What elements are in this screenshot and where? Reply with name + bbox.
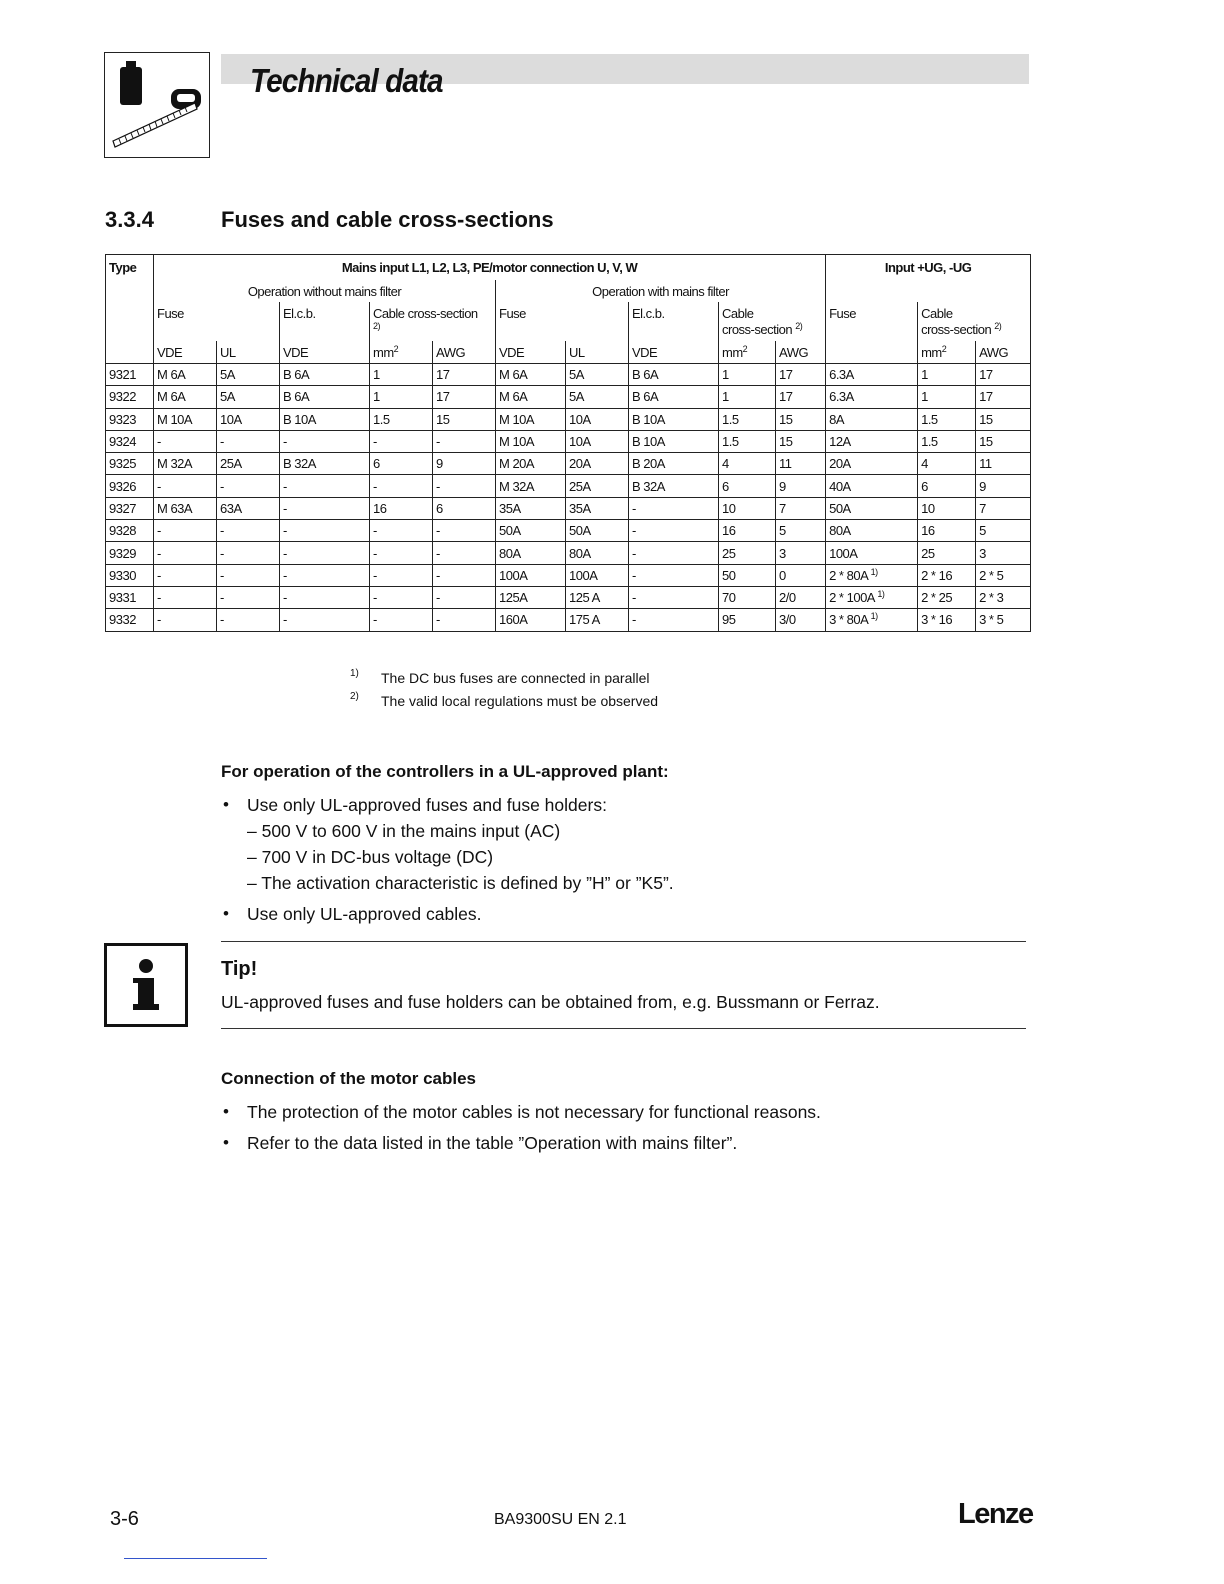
table-cell-m3: 2 * 16	[918, 564, 976, 586]
table-cell-v1: -	[154, 586, 217, 608]
table-cell-u1: -	[217, 609, 280, 631]
table-cell-u1: -	[217, 430, 280, 452]
mains-header: Mains input L1, L2, L3, PE/motor connection U, V, W	[154, 255, 826, 281]
table-cell-type: 9325	[106, 453, 154, 475]
table-cell-m2: 25	[719, 542, 776, 564]
table-cell-e1: B 32A	[280, 453, 370, 475]
mm2-label: $mm^2$	[719, 341, 776, 364]
table-cell-a3: 2 * 3	[976, 586, 1031, 608]
table-cell-a1: 15	[433, 408, 496, 430]
page-title: Technical data	[250, 62, 443, 99]
table-cell-m3: 6	[918, 475, 976, 497]
table-cell-m2: 1	[719, 386, 776, 408]
ul-bullet-2: Use only UL-approved cables.	[247, 904, 482, 924]
table-cell-a2: 3	[776, 542, 826, 564]
table-cell-m3: 3 * 16	[918, 609, 976, 631]
table-cell-v2: 160A	[496, 609, 566, 631]
table-cell-a3: 7	[976, 497, 1031, 519]
vde-label: VDE	[629, 341, 719, 364]
weight-and-tape-icon	[105, 53, 209, 157]
table-row	[106, 586, 1031, 608]
table-cell-a2: 11	[776, 453, 826, 475]
table-cell-m3: 1	[918, 364, 976, 386]
table-cell-v1: -	[154, 475, 217, 497]
table-cell-type: 9332	[106, 609, 154, 631]
table-cell-v2: M 10A	[496, 408, 566, 430]
table-cell-a1: -	[433, 609, 496, 631]
table-cell-m2: 95	[719, 609, 776, 631]
table-cell-f3: 2 * 80A $^{1)}$	[826, 564, 918, 586]
table-cell-f3: 20A	[826, 453, 918, 475]
table-cell-v1: -	[154, 430, 217, 452]
table-cell-u1: -	[217, 520, 280, 542]
table-cell-m1: 1.5	[370, 408, 433, 430]
table-cell-type: 9329	[106, 542, 154, 564]
cable-cs-label: Cable cross-section $^{2)}$	[719, 302, 826, 341]
table-cell-a2: 7	[776, 497, 826, 519]
table-cell-e1: -	[280, 586, 370, 608]
fuse-table	[105, 254, 1031, 632]
motor-bullet-1: The protection of the motor cables is not necessary for functional reasons.	[247, 1102, 821, 1122]
table-cell-a3: 11	[976, 453, 1031, 475]
ul-sub-3: – The activation characteristic is defined by ”H” or ”K5”.	[247, 873, 674, 893]
table-cell-e2: B 32A	[629, 475, 719, 497]
table-row	[106, 542, 1031, 564]
cable-cs-label: Cable cross-section $^{2)}$	[918, 302, 1031, 341]
fuse-table-body	[106, 364, 1031, 632]
table-cell-u1: 5A	[217, 364, 280, 386]
table-cell-e1: -	[280, 520, 370, 542]
table-cell-u2: 20A	[566, 453, 629, 475]
table-row	[106, 564, 1031, 586]
table-cell-m2: 70	[719, 586, 776, 608]
table-cell-m2: 16	[719, 520, 776, 542]
table-cell-v2: M 10A	[496, 430, 566, 452]
page-number: 3-6	[110, 1508, 139, 1530]
table-row	[106, 520, 1031, 542]
table-cell-v2: 100A	[496, 564, 566, 586]
mm2-label: $mm^2$	[918, 341, 976, 364]
table-cell-type: 9331	[106, 586, 154, 608]
table-cell-a3: 17	[976, 364, 1031, 386]
tip-title: Tip!	[221, 958, 258, 980]
table-cell-type: 9327	[106, 497, 154, 519]
table-cell-type: 9328	[106, 520, 154, 542]
divider	[221, 1028, 1026, 1029]
table-cell-a2: 5	[776, 520, 826, 542]
table-cell-m1: 6	[370, 453, 433, 475]
table-cell-m1: 16	[370, 497, 433, 519]
table-cell-u1: 5A	[217, 386, 280, 408]
table-cell-u2: 80A	[566, 542, 629, 564]
bullet-icon: •	[223, 795, 229, 814]
table-cell-type: 9324	[106, 430, 154, 452]
table-row	[106, 453, 1031, 475]
table-cell-v2: M 32A	[496, 475, 566, 497]
motor-heading: Connection of the motor cables	[221, 1069, 477, 1088]
table-cell-a1: 9	[433, 453, 496, 475]
table-cell-m3: 1.5	[918, 430, 976, 452]
table-cell-a1: 17	[433, 364, 496, 386]
table-cell-u2: 10A	[566, 430, 629, 452]
table-cell-v1: -	[154, 564, 217, 586]
table-cell-f3: 12A	[826, 430, 918, 452]
table-cell-m1: -	[370, 542, 433, 564]
table-cell-v2: 50A	[496, 520, 566, 542]
table-cell-e1: -	[280, 475, 370, 497]
table-cell-u1: 25A	[217, 453, 280, 475]
table-cell-e2: B 6A	[629, 386, 719, 408]
table-cell-u2: 5A	[566, 386, 629, 408]
divider	[221, 941, 1026, 942]
table-cell-m1: -	[370, 430, 433, 452]
table-cell-m1: -	[370, 520, 433, 542]
table-cell-u1: -	[217, 475, 280, 497]
table-cell-f3: 100A	[826, 542, 918, 564]
table-cell-v1: M 32A	[154, 453, 217, 475]
table-cell-e2: -	[629, 586, 719, 608]
table-cell-e1: -	[280, 564, 370, 586]
table-row	[106, 497, 1031, 519]
section-title: Fuses and cable cross-sections	[221, 207, 554, 232]
ul-label: UL	[217, 341, 280, 364]
table-cell-v2: M 6A	[496, 386, 566, 408]
ul-label: UL	[566, 341, 629, 364]
table-cell-v2: M 20A	[496, 453, 566, 475]
table-cell-f3: 6.3A	[826, 386, 918, 408]
table-units-row	[106, 341, 1031, 364]
table-cell-a2: 9	[776, 475, 826, 497]
table-header-row	[106, 255, 1031, 281]
vde-label: VDE	[154, 341, 217, 364]
table-cell-a2: 17	[776, 386, 826, 408]
without-filter-header: Operation without mains filter	[154, 280, 496, 302]
table-cell-e1: -	[280, 609, 370, 631]
table-cell-m2: 10	[719, 497, 776, 519]
table-cell-v2: 80A	[496, 542, 566, 564]
table-cell-v1: -	[154, 520, 217, 542]
section-number: 3.3.4	[105, 207, 154, 232]
awg-label: AWG	[433, 341, 496, 364]
info-icon	[104, 943, 188, 1027]
table-cell-v2: 125A	[496, 586, 566, 608]
table-cell-e1: -	[280, 542, 370, 564]
table-cell-m1: 1	[370, 386, 433, 408]
table-cell-a1: 17	[433, 386, 496, 408]
table-cell-a1: -	[433, 586, 496, 608]
table-cell-e2: B 6A	[629, 364, 719, 386]
table-cell-m3: 2 * 25	[918, 586, 976, 608]
fuse-label: Fuse	[826, 302, 918, 341]
table-group-row	[106, 302, 1031, 341]
table-cell-u1: -	[217, 586, 280, 608]
awg-label: AWG	[776, 341, 826, 364]
table-cell-m3: 10	[918, 497, 976, 519]
table-cell-a2: 2/0	[776, 586, 826, 608]
table-cell-u2: 5A	[566, 364, 629, 386]
cable-cs-label: Cable cross-section $^{2)}$	[370, 302, 496, 341]
dc-input-header: Input +UG, -UG	[826, 255, 1031, 281]
mm2-label: $mm^2$	[370, 341, 433, 364]
table-cell-f3: 6.3A	[826, 364, 918, 386]
table-cell-e1: B 10A	[280, 408, 370, 430]
table-cell-e1: B 6A	[280, 386, 370, 408]
table-subheader-row	[106, 280, 1031, 302]
table-cell-type: 9326	[106, 475, 154, 497]
table-cell-a3: 2 * 5	[976, 564, 1031, 586]
table-cell-a3: 15	[976, 408, 1031, 430]
bullet-icon: •	[223, 904, 229, 923]
table-cell-e2: -	[629, 497, 719, 519]
table-cell-a2: 15	[776, 430, 826, 452]
table-cell-v1: M 63A	[154, 497, 217, 519]
table-cell-m2: 4	[719, 453, 776, 475]
table-cell-e2: B 10A	[629, 430, 719, 452]
table-cell-u2: 35A	[566, 497, 629, 519]
table-cell-a2: 15	[776, 408, 826, 430]
table-row	[106, 386, 1031, 408]
table-cell-m1: -	[370, 475, 433, 497]
table-cell-u2: 125 A	[566, 586, 629, 608]
table-cell-u2: 50A	[566, 520, 629, 542]
table-cell-a3: 15	[976, 430, 1031, 452]
table-cell-e1: -	[280, 430, 370, 452]
table-cell-m2: 6	[719, 475, 776, 497]
fuse-label: Fuse	[154, 302, 280, 341]
table-cell-a2: 0	[776, 564, 826, 586]
table-cell-a3: 3 * 5	[976, 609, 1031, 631]
table-cell-v2: 35A	[496, 497, 566, 519]
table-cell-v1: -	[154, 542, 217, 564]
elcb-label: El.c.b.	[629, 302, 719, 341]
table-cell-a1: -	[433, 520, 496, 542]
table-cell-a3: 3	[976, 542, 1031, 564]
link-underline	[124, 1558, 267, 1559]
table-cell-v2: M 6A	[496, 364, 566, 386]
table-cell-m3: 1.5	[918, 408, 976, 430]
table-cell-u2: 175 A	[566, 609, 629, 631]
document-id: BA9300SU EN 2.1	[494, 1511, 627, 1528]
table-row	[106, 364, 1031, 386]
table-cell-m3: 16	[918, 520, 976, 542]
table-cell-type: 9323	[106, 408, 154, 430]
table-cell-f3: 8A	[826, 408, 918, 430]
table-cell-u1: 63A	[217, 497, 280, 519]
table-cell-a1: -	[433, 542, 496, 564]
table-cell-e2: -	[629, 542, 719, 564]
table-cell-m3: 4	[918, 453, 976, 475]
table-cell-e2: -	[629, 520, 719, 542]
table-cell-m2: 50	[719, 564, 776, 586]
table-cell-type: 9330	[106, 564, 154, 586]
bullet-icon: •	[223, 1102, 229, 1121]
table-cell-u1: 10A	[217, 408, 280, 430]
bullet-icon: •	[223, 1133, 229, 1152]
with-filter-header: Operation with mains filter	[496, 280, 826, 302]
tip-text: UL-approved fuses and fuse holders can be obtained from, e.g. Bussmann or Ferraz.	[221, 992, 880, 1012]
table-cell-f3: 2 * 100A $^{1)}$	[826, 586, 918, 608]
table-cell-v1: M 10A	[154, 408, 217, 430]
table-cell-u2: 10A	[566, 408, 629, 430]
table-cell-e2: B 20A	[629, 453, 719, 475]
table-cell-m1: 1	[370, 364, 433, 386]
table-cell-e2: B 10A	[629, 408, 719, 430]
table-cell-u1: -	[217, 542, 280, 564]
fuse-label: Fuse	[496, 302, 629, 341]
lenze-logo: Lenze	[958, 1498, 1033, 1530]
vde-label: VDE	[280, 341, 370, 364]
table-row	[106, 609, 1031, 631]
table-cell-v1: M 6A	[154, 386, 217, 408]
table-cell-f3: 40A	[826, 475, 918, 497]
table-cell-u1: -	[217, 564, 280, 586]
table-cell-m1: -	[370, 586, 433, 608]
table-cell-m2: 1.5	[719, 408, 776, 430]
table-cell-type: 9322	[106, 386, 154, 408]
table-cell-v1: -	[154, 609, 217, 631]
table-cell-m1: -	[370, 564, 433, 586]
table-cell-m1: -	[370, 609, 433, 631]
table-cell-f3: 3 * 80A $^{1)}$	[826, 609, 918, 631]
awg-label: AWG	[976, 341, 1031, 364]
table-row	[106, 430, 1031, 452]
table-cell-e2: -	[629, 609, 719, 631]
ul-bullet-1: Use only UL-approved fuses and fuse holders:	[247, 795, 607, 815]
table-cell-a3: 5	[976, 520, 1031, 542]
table-cell-a2: 17	[776, 364, 826, 386]
motor-bullet-2: Refer to the data listed in the table ”Operation with mains filter”.	[247, 1133, 738, 1153]
elcb-label: El.c.b.	[280, 302, 370, 341]
table-cell-a1: -	[433, 564, 496, 586]
table-cell-m2: 1	[719, 364, 776, 386]
vde-label: VDE	[496, 341, 566, 364]
table-cell-a3: 9	[976, 475, 1031, 497]
ul-heading: For operation of the controllers in a UL-approved plant:	[221, 762, 669, 781]
table-cell-type: 9321	[106, 364, 154, 386]
table-cell-a3: 17	[976, 386, 1031, 408]
table-cell-v1: M 6A	[154, 364, 217, 386]
table-row	[106, 475, 1031, 497]
table-cell-f3: 50A	[826, 497, 918, 519]
table-cell-m2: 1.5	[719, 430, 776, 452]
table-cell-a1: 6	[433, 497, 496, 519]
table-cell-a1: -	[433, 475, 496, 497]
table-cell-u2: 25A	[566, 475, 629, 497]
table-cell-m3: 1	[918, 386, 976, 408]
table-cell-f3: 80A	[826, 520, 918, 542]
table-cell-e1: B 6A	[280, 364, 370, 386]
ul-sub-2: – 700 V in DC-bus voltage (DC)	[247, 847, 494, 867]
table-cell-a1: -	[433, 430, 496, 452]
ul-sub-1: – 500 V to 600 V in the mains input (AC)	[247, 821, 561, 841]
table-cell-u2: 100A	[566, 564, 629, 586]
table-cell-a2: 3/0	[776, 609, 826, 631]
technical-data-logo	[104, 52, 210, 158]
table-row	[106, 408, 1031, 430]
table-cell-m3: 25	[918, 542, 976, 564]
table-cell-e2: -	[629, 564, 719, 586]
table-cell-e1: -	[280, 497, 370, 519]
type-header: Type	[106, 255, 154, 281]
